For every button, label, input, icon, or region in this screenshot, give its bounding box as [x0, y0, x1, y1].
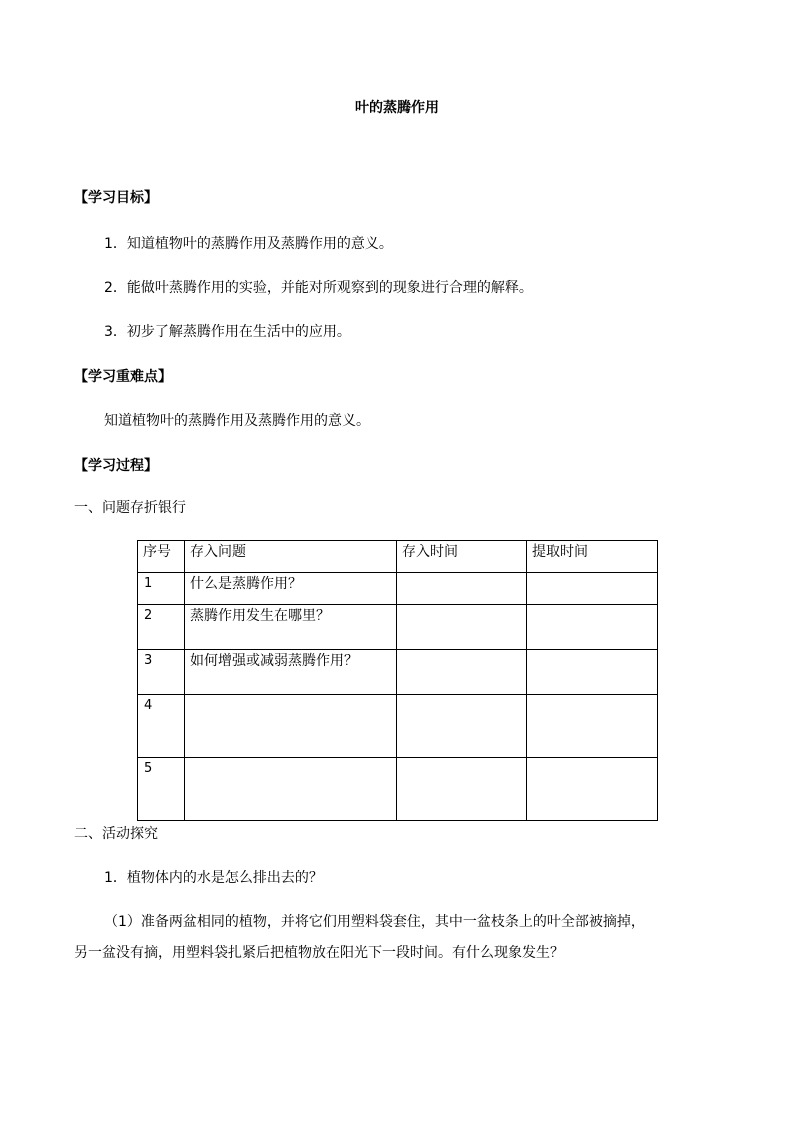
table-row	[138, 650, 658, 695]
table-header-row	[138, 541, 658, 573]
section-heading-keypoints: 【学习重难点】	[74, 369, 172, 385]
row-no-cell: 1	[138, 573, 185, 605]
activity-question-1: 1．植物体内的水是怎么排出去的？	[104, 870, 323, 886]
row-no-cell: 2	[138, 605, 185, 650]
table-row	[138, 695, 658, 758]
row-withdraw-cell	[527, 650, 658, 695]
row-deposit-cell	[397, 650, 527, 695]
page-title: 叶的蒸腾作用	[355, 100, 439, 116]
part-heading-activity: 二、活动探究	[74, 826, 158, 842]
row-withdraw-cell	[527, 605, 658, 650]
row-question-cell: 蒸腾作用发生在哪里？	[185, 605, 397, 650]
row-question-cell: 如何增强或减弱蒸腾作用？	[185, 650, 397, 695]
row-deposit-cell	[397, 573, 527, 605]
table-row	[138, 605, 658, 650]
row-withdraw-cell	[527, 573, 658, 605]
activity-paragraph-line-1: （1）准备两盆相同的植物，并将它们用塑料袋套住，其中一盆枝条上的叶全部被摘掉，	[104, 914, 645, 930]
row-question-cell	[185, 758, 397, 821]
header-cell-withdraw-time: 提取时间	[527, 541, 658, 573]
table-row	[138, 758, 658, 821]
table-row	[138, 573, 658, 605]
activity-paragraph-line-2: 另一盆没有摘，用塑料袋扎紧后把植物放在阳光下一段时间。有什么现象发生？	[74, 945, 564, 961]
section-heading-goals: 【学习目标】	[74, 190, 158, 206]
row-question-cell: 什么是蒸腾作用？	[185, 573, 397, 605]
keypoints-text: 知道植物叶的蒸腾作用及蒸腾作用的意义。	[104, 413, 370, 429]
goal-item-2: 2．能做叶蒸腾作用的实验，并能对所观察到的现象进行合理的解释。	[104, 280, 533, 296]
row-deposit-cell	[397, 605, 527, 650]
row-deposit-cell	[397, 758, 527, 821]
goal-item-1: 1．知道植物叶的蒸腾作用及蒸腾作用的意义。	[104, 236, 393, 252]
question-bank-table	[137, 540, 658, 821]
row-question-cell	[185, 695, 397, 758]
row-no-cell: 4	[138, 695, 185, 758]
row-no-cell: 3	[138, 650, 185, 695]
section-heading-process: 【学习过程】	[74, 458, 158, 474]
row-withdraw-cell	[527, 695, 658, 758]
header-cell-deposit-time: 存入时间	[397, 541, 527, 573]
row-no-cell: 5	[138, 758, 185, 821]
row-deposit-cell	[397, 695, 527, 758]
header-cell-no: 序号	[138, 541, 185, 573]
row-withdraw-cell	[527, 758, 658, 821]
part-heading-question-bank: 一、问题存折银行	[74, 500, 186, 516]
header-cell-question: 存入问题	[185, 541, 397, 573]
goal-item-3: 3．初步了解蒸腾作用在生活中的应用。	[104, 324, 351, 340]
